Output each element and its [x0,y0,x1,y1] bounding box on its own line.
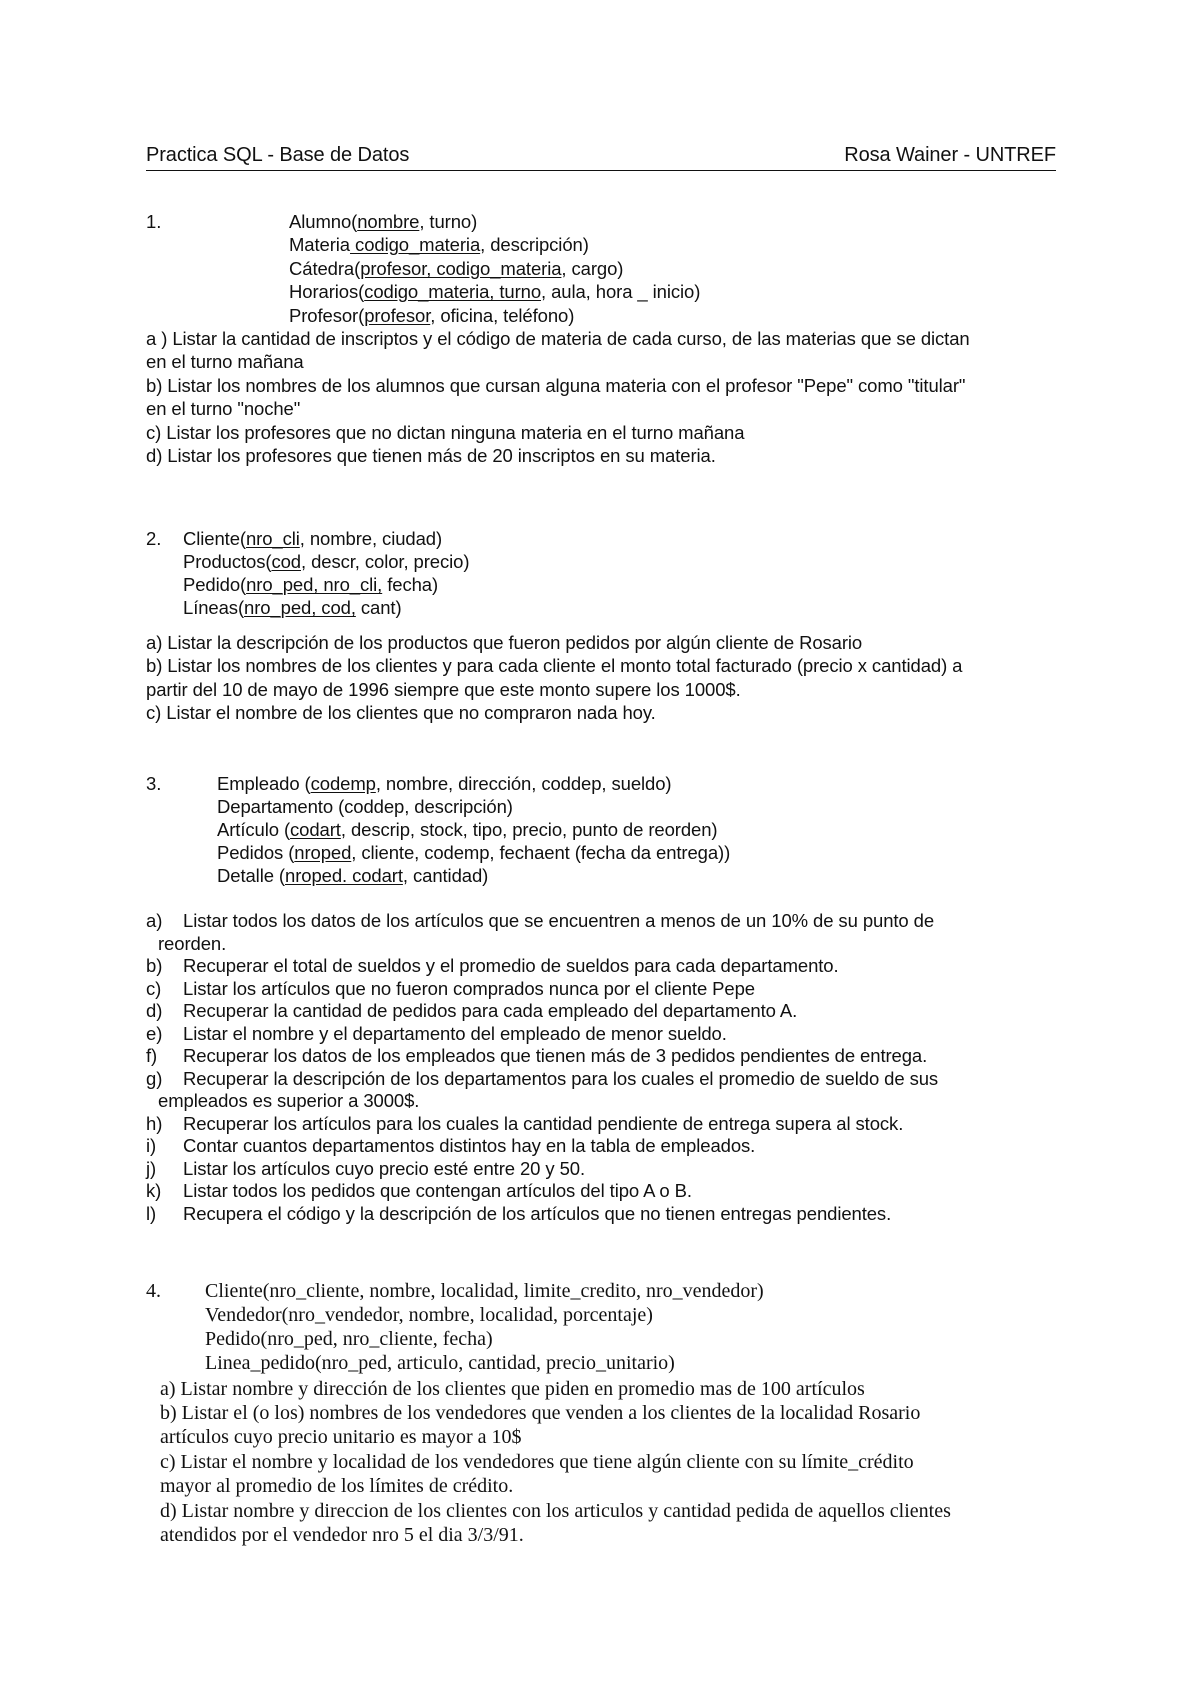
key-attributes: codigo_materia, turno [364,281,542,302]
schema-text: , descripción) [480,234,589,255]
question-line: atendidos por el vendedor nro 5 el dia 3/3/91. [160,1524,524,1546]
key-attributes: nro_ped, nro_cli, [246,574,383,595]
question-line: a) Listar la descripción de los productos que fueron pedidos por algún cliente de Rosario [146,632,863,653]
question-label: e) [146,1022,163,1044]
question-label: c) [146,977,162,999]
schema-text: , oficina, teléfono) [430,305,575,326]
question-continuation: empleados es superior a 3000$. [158,1090,420,1111]
schema-text: Alumno( [289,211,358,232]
schema-text: Materia [289,234,350,255]
key-attributes: profesor [364,305,431,326]
schema-text: Productos( [183,551,272,572]
question-line: c) Listar los profesores que no dictan ninguna materia en el turno mañana [146,422,745,443]
question-line: b) Listar los nombres de los alumnos que cursan alguna materia con el profesor "Pepe" como "titular" [146,375,966,396]
key-attributes: nro_ped, cod, [244,597,356,618]
question-text: Recuperar la cantidad de pedidos para cada empleado del departamento A. [183,1000,798,1021]
schema-line [289,233,589,257]
schema-text: Profesor( [289,305,365,326]
schema-text: Pedidos ( [217,842,295,863]
schema-line [183,573,438,597]
question-continuation: reorden. [158,932,227,954]
question-line: d) Listar los profesores que tienen más de 20 inscriptos en su materia. [146,445,716,466]
key-attributes: cod [271,551,301,572]
question-text: Listar todos los datos de los artículos que se encuentren a menos de un 10% de su punto de [183,910,935,931]
schema-line [217,818,717,842]
question-line: b) Listar los nombres de los clientes y para cada cliente el monto total facturado (precio x cantidad) a [146,655,963,676]
schema-text: Detalle ( [217,865,285,886]
question-line: artículos cuyo precio unitario es mayor a 10$ [160,1426,522,1448]
question-label: g) [146,1067,163,1089]
question-line: b) Listar el (o los) nombres de los vendedores que venden a los clientes de la localidad Rosario [160,1402,921,1424]
schema-line [289,257,623,281]
schema-text: , cliente, codemp, fechaent (fecha da entrega)) [351,842,731,863]
schema-text: Cátedra( [289,258,361,279]
schema-line [183,527,442,551]
schema-line: Linea_pedido(nro_ped, articulo, cantidad, precio_unitario) [205,1352,675,1374]
schema-text: Horarios( [289,281,365,302]
question-label: a) [146,910,163,931]
question-label: h) [146,1112,163,1134]
question-line: en el turno "noche" [146,398,301,419]
schema-text: Empleado ( [217,773,311,794]
question-label: l) [146,1202,157,1224]
page-header [146,144,1056,171]
question-text: Contar cuantos departamentos distintos hay en la tabla de empleados. [183,1135,756,1156]
question-text: Recuperar la descripción de los departamentos para los cuales el promedio de sueldo de sus [183,1067,939,1089]
schema-text: cant) [355,597,402,618]
schema-text: , turno) [419,211,478,232]
key-attributes: codemp [310,773,376,794]
question-text: Listar todos los pedidos que contengan artículos del tipo A o B. [183,1180,692,1201]
schema-line [217,864,488,888]
schema-line [217,772,671,796]
key-attributes: nroped [294,842,352,863]
question-label: d) [146,1000,163,1021]
schema-text: , nombre, ciudad) [299,528,443,549]
key-attributes: codigo_materia [350,234,481,255]
key-attributes: codart [290,819,341,840]
schema-text: Pedido( [183,574,247,595]
schema-line [183,596,402,620]
question-text: Listar los artículos que no fueron comprados nunca por el cliente Pepe [183,977,755,999]
schema-line: Vendedor(nro_vendedor, nombre, localidad, porcentaje) [205,1304,653,1326]
schema-text: , descr, color, precio) [301,551,470,572]
question-line: c) Listar el nombre de los clientes que no compraron nada hoy. [146,702,656,723]
question-line: partir del 10 de mayo de 1996 siempre que este monto supere los 1000$. [146,679,741,700]
key-attributes: nroped. codart [285,865,403,886]
schema-line [217,795,513,819]
question-label: f) [146,1045,158,1066]
schema-line [289,304,574,328]
question-text: Recuperar el total de sueldos y el promedio de sueldos para cada departamento. [183,955,839,976]
schema-text: Cliente( [183,528,246,549]
schema-text: Líneas( [183,597,245,618]
exercise-number: 2. [146,528,162,549]
schema-text: , descrip, stock, tipo, precio, punto de reorden) [340,819,718,840]
key-attributes: profesor, codigo_materia [360,258,562,279]
question-line: en el turno mañana [146,351,304,372]
question-line: d) Listar nombre y direccion de los clientes con los articulos y cantidad pedida de aquellos clientes [160,1500,951,1522]
question-line: a ) Listar la cantidad de inscriptos y el código de materia de cada curso, de las materias que se dictan [146,328,970,349]
question-line: a) Listar nombre y dirección de los clientes que piden en promedio mas de 100 artículos [160,1378,865,1400]
question-text: Listar los artículos cuyo precio esté entre 20 y 50. [183,1157,586,1179]
question-label: j) [146,1157,157,1179]
schema-text: , cantidad) [402,865,489,886]
exercise-number: 3. [146,773,162,794]
schema-text: Artículo ( [217,819,291,840]
schema-text: , nombre, dirección, coddep, sueldo) [375,773,672,794]
key-attributes: nombre [357,211,420,232]
schema-line [217,841,730,865]
question-label: b) [146,955,163,976]
question-text: Recuperar los artículos para los cuales la cantidad pendiente de entrega supera al stock. [183,1112,904,1134]
exercise-number: 1. [146,211,162,232]
question-line: mayor al promedio de los límites de crédito. [160,1475,514,1497]
question-label: k) [146,1180,162,1201]
question-text: Recupera el código y la descripción de los artículos que no tienen entregas pendientes. [183,1202,892,1224]
key-attributes: nro_cli [245,528,300,549]
header-author: Rosa Wainer - UNTREF [844,144,1056,166]
schema-line [289,280,700,304]
question-label: i) [146,1135,157,1156]
schema-line: Pedido(nro_ped, nro_cliente, fecha) [205,1328,493,1350]
schema-line [289,210,477,234]
question-line: c) Listar el nombre y localidad de los vendedores que tiene algún cliente con su límite_crédito [160,1451,914,1473]
schema-line: Cliente(nro_cliente, nombre, localidad, limite_credito, nro_vendedor) [205,1280,764,1302]
schema-text: Departamento (coddep, descripción) [217,796,513,817]
schema-line [183,550,469,574]
schema-text: fecha) [382,574,439,595]
header-title: Practica SQL - Base de Datos [146,144,410,166]
question-text: Recuperar los datos de los empleados que tienen más de 3 pedidos pendientes de entrega. [183,1045,928,1066]
question-text: Listar el nombre y el departamento del empleado de menor sueldo. [183,1022,727,1044]
schema-text: , cargo) [561,258,624,279]
exercise-number: 4. [146,1280,161,1302]
schema-text: , aula, hora _ inicio) [541,281,701,302]
